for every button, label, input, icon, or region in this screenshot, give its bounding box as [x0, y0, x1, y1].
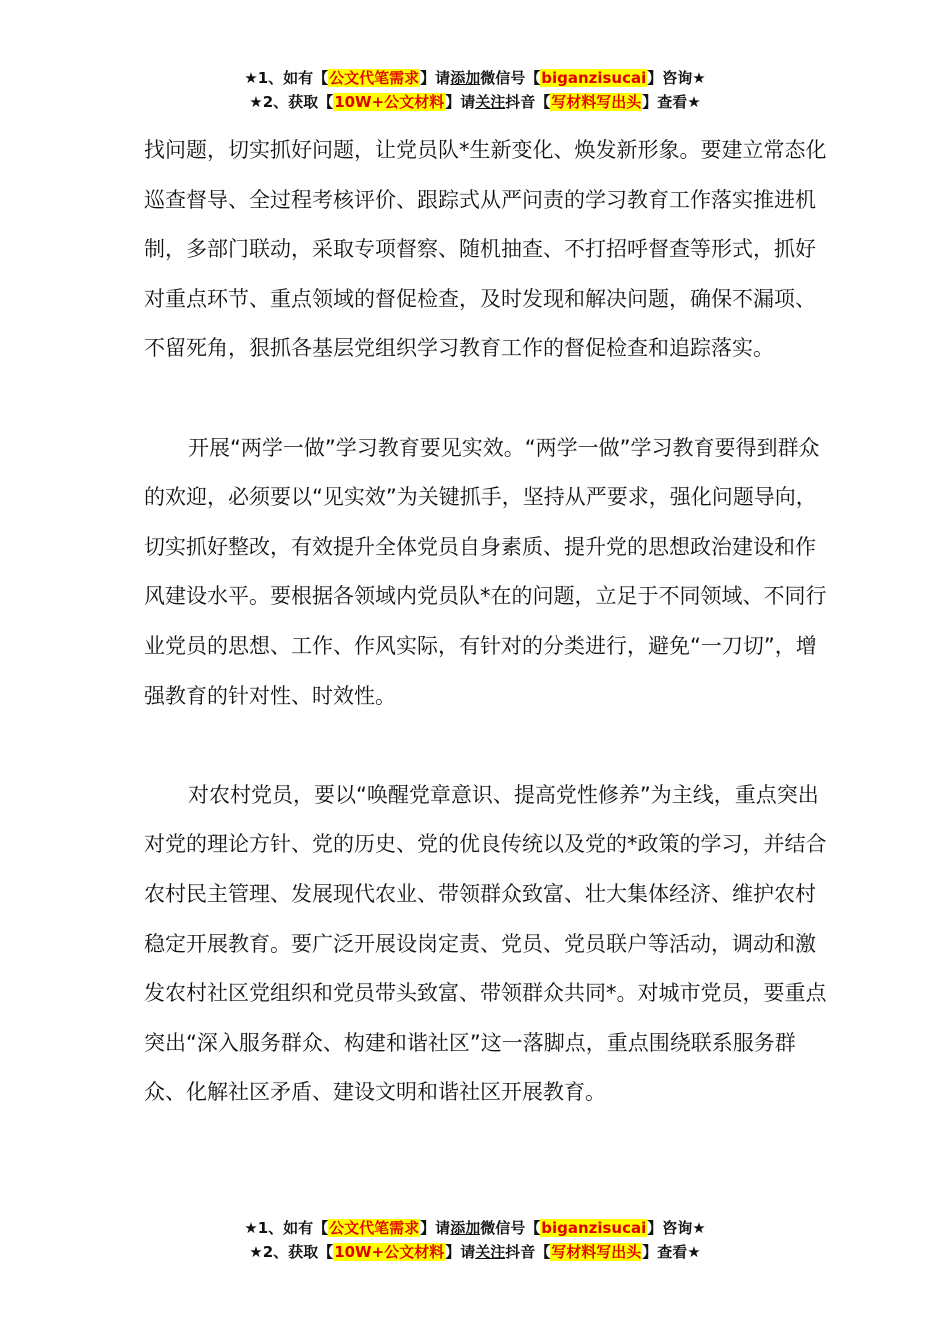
banner-text: ★2、获取【 — [249, 1243, 334, 1261]
banner-text: ★1、如有【 — [244, 69, 329, 87]
paragraph: 找问题，切实抓好问题，让党员队*生新变化、焕发新形象。要建立常态化巡查督导、全过程考核评价、跟踪式从严问责的学习教育工作落实推进机制，多部门联动，采取专项督察、随机抽查、不打招呼督查等形式，抓好对重点环节、重点领域的督促检查，及时发现和解决问题，确保不漏项、不留死角，狠抓各基层党组织学习教育工作的督促检查和追踪落实。 — [144, 138, 827, 361]
paragraph-gap — [144, 721, 834, 771]
paragraph: 对农村党员，要以“唤醒党章意识、提高党性修养”为主线，重点突出对党的理论方针、党的历史、党的优良传统以及党的*政策的学习，并结合农村民主管理、发展现代农业、带领群众致富、壮大集体经济、维护农村稳定开展教育。要广泛开展设岗定责、党员、党员联户等活动，调动和激发农村社区党组织和党员带头致富、带领群众共同*。对城市党员，要重点突出“深入服务群众、构建和谐社区”这一落脚点，重点围绕联系服务群众、化解社区矛盾、建设文明和谐社区开展教育。 — [144, 782, 827, 1105]
banner-highlight: 公文代笔需求 — [329, 69, 420, 87]
banner-text: 】查看★ — [642, 93, 701, 111]
banner-text: 】咨询★ — [647, 1219, 706, 1237]
banner-text: 】请 — [420, 1219, 451, 1237]
banner-text: 抖音【 — [505, 1243, 551, 1261]
banner-text: 抖音【 — [505, 93, 551, 111]
banner-text: ★2、获取【 — [249, 93, 334, 111]
banner-underline: 关注 — [475, 93, 506, 111]
banner-highlight: biganzisucai — [541, 69, 647, 87]
banner-line-1 — [0, 1216, 950, 1240]
banner-highlight: 10W+公文材料 — [334, 93, 445, 111]
header-banner — [0, 66, 950, 114]
banner-highlight: 写材料写出头 — [551, 93, 642, 111]
paragraph-gap — [144, 374, 834, 424]
paragraph: 开展“两学一做”学习教育要见实效。“两学一做”学习教育要得到群众的欢迎，必须要以“见实效”为关键抓手，坚持从严要求，强化问题导向，切实抓好整改，有效提升全体党员自身素质、提升党的思想政治建设和作风建设水平。要根据各领域内党员队*在的问题，立足于不同领域、不同行业党员的思想、工作、作风实际，有针对的分类进行，避免“一刀切”，增强教育的针对性、时效性。 — [144, 435, 827, 708]
banner-text: 】咨询★ — [647, 69, 706, 87]
banner-text: 】请 — [420, 69, 451, 87]
banner-highlight: 公文代笔需求 — [329, 1219, 420, 1237]
banner-text: 】查看★ — [642, 1243, 701, 1261]
banner-underline: 添加 — [450, 69, 481, 87]
banner-highlight: 10W+公文材料 — [334, 1243, 445, 1261]
banner-highlight: 写材料写出头 — [551, 1243, 642, 1261]
banner-text: 微信号【 — [480, 69, 541, 87]
footer-banner — [0, 1216, 950, 1264]
banner-line-2 — [0, 1240, 950, 1264]
banner-text: 】请 — [445, 93, 476, 111]
banner-line-1 — [0, 66, 950, 90]
banner-text: 】请 — [445, 1243, 476, 1261]
banner-text: ★1、如有【 — [244, 1219, 329, 1237]
banner-underline: 添加 — [450, 1219, 481, 1237]
banner-underline: 关注 — [475, 1243, 506, 1261]
banner-text: 微信号【 — [480, 1219, 541, 1237]
document-body — [144, 126, 834, 1118]
banner-line-2 — [0, 90, 950, 114]
banner-highlight: biganzisucai — [541, 1219, 647, 1237]
